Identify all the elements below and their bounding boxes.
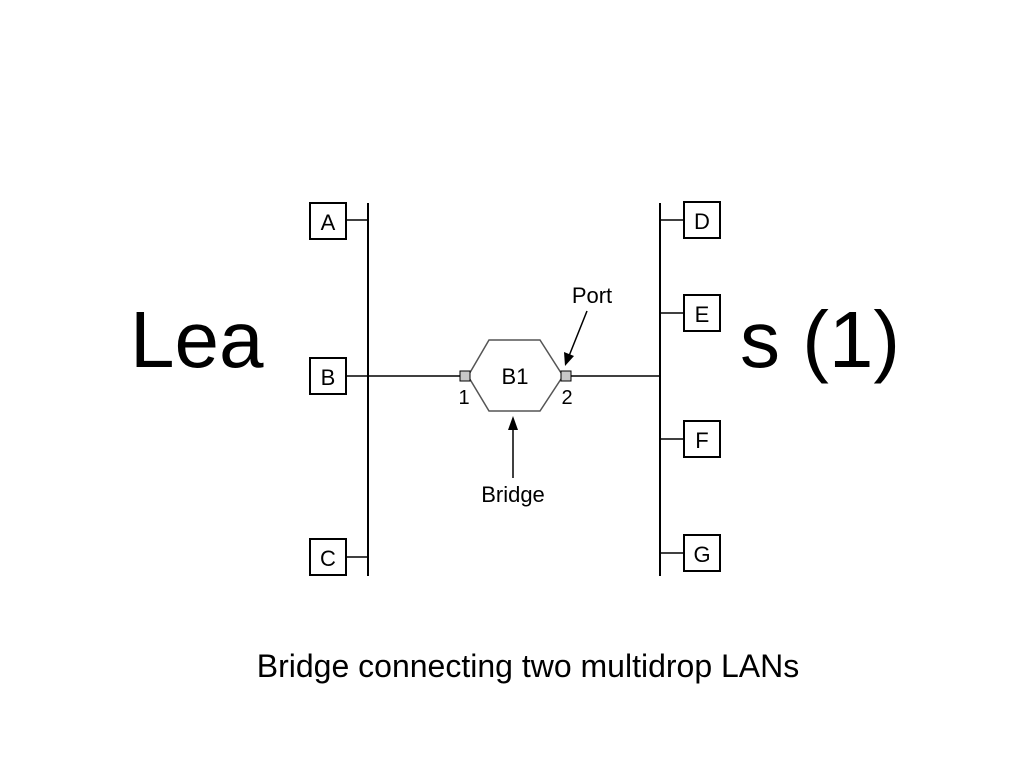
station-a-label: A (320, 210, 336, 235)
port-callout-label: Port (571, 283, 613, 308)
bridge-label: B1 (501, 364, 529, 389)
station-e (684, 295, 720, 331)
station-b-label: B (320, 365, 336, 390)
station-b (310, 358, 346, 394)
station-f-label: F (695, 428, 709, 453)
port-1-label: 1 (458, 387, 470, 409)
port-1 (460, 371, 470, 381)
station-g-label: G (693, 542, 711, 567)
station-f (684, 421, 720, 457)
station-c (310, 539, 346, 575)
station-e-label: E (694, 302, 710, 327)
port-2 (561, 371, 571, 381)
station-a (310, 203, 346, 239)
slide-title-right: s (1) (740, 295, 900, 384)
slide-title-left: Lea (130, 295, 264, 384)
station-d (684, 202, 720, 238)
bridge-callout-label: Bridge (481, 482, 545, 507)
diagram-caption: Bridge connecting two multidrop LANs (256, 648, 800, 684)
station-d-label: D (694, 209, 710, 234)
port-2-label: 2 (561, 387, 573, 409)
station-c-label: C (320, 546, 336, 571)
station-g (684, 535, 720, 571)
